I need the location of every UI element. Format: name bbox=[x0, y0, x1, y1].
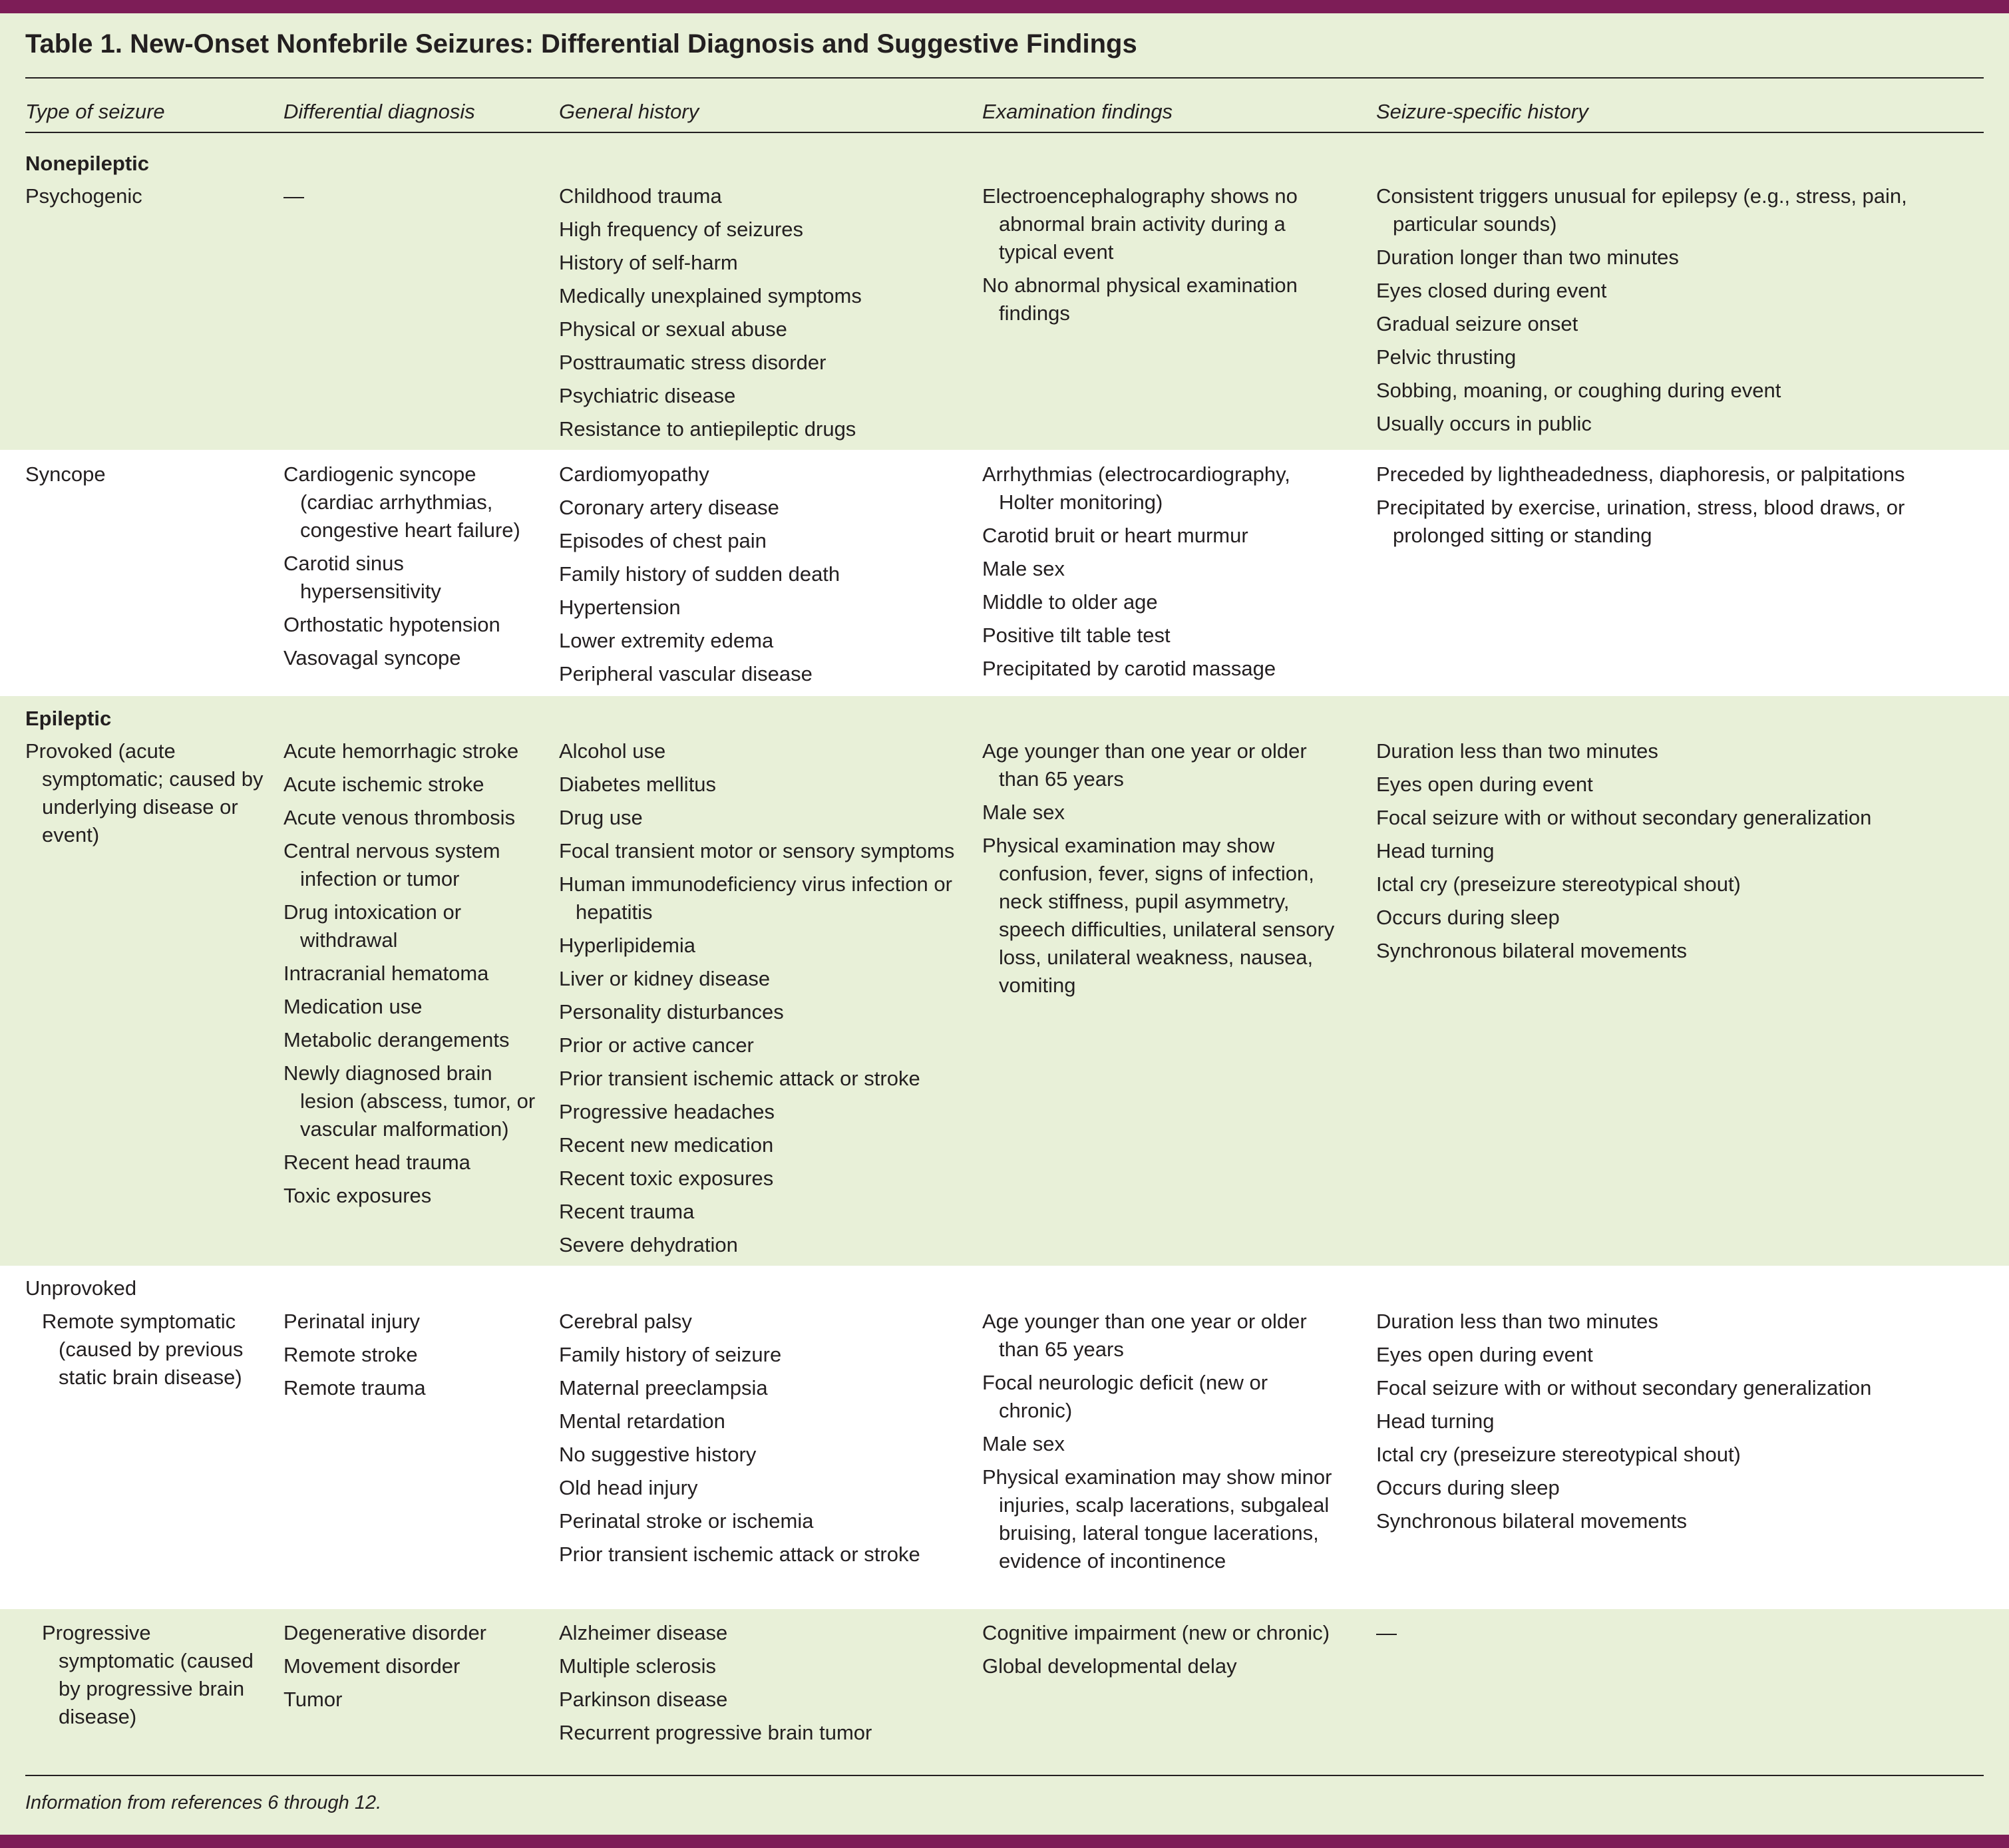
cell-item: Cerebral palsy bbox=[559, 1310, 692, 1333]
cell-item: Severe dehydration bbox=[559, 1233, 738, 1256]
header-examination-findings: Examination findings bbox=[982, 100, 1173, 123]
cell-item: Episodes of chest pain bbox=[559, 529, 767, 552]
cell-item: Medically unexplained symptoms bbox=[559, 284, 862, 307]
cell-item: Perinatal stroke or ischemia bbox=[559, 1509, 814, 1533]
cell-item: Remote trauma bbox=[283, 1376, 426, 1399]
cell-item: Eyes closed during event bbox=[1376, 279, 1607, 302]
cell-item: Physical examination may show minor injuries, scalp lacerations, subgaleal bruising, lateral tongue lacerations, evidence of incontinence bbox=[982, 1465, 1332, 1572]
cell-list bbox=[283, 1308, 536, 1402]
cell-item: Synchronous bilateral movements bbox=[1376, 1509, 1687, 1533]
cell-item: Positive tilt table test bbox=[982, 624, 1171, 647]
cell-item: Acute ischemic stroke bbox=[283, 773, 484, 796]
cell-list bbox=[982, 461, 1342, 683]
cell-list bbox=[283, 461, 536, 672]
cell-list bbox=[1376, 1619, 1975, 1647]
cell-list bbox=[559, 182, 958, 443]
cell-item: Childhood trauma bbox=[559, 184, 722, 208]
cell-item: Alcohol use bbox=[559, 739, 666, 763]
cell-list bbox=[559, 737, 958, 1259]
header-general-history: General history bbox=[559, 100, 699, 123]
footer-rule bbox=[25, 1775, 1984, 1776]
cell-item: Sobbing, moaning, or coughing during event bbox=[1376, 379, 1781, 402]
cell-item: Head turning bbox=[1376, 839, 1495, 862]
row-type-syncope: Syncope bbox=[25, 462, 106, 486]
cell-item: Human immunodeficiency virus infection or hepatitis bbox=[559, 872, 952, 924]
cell-item: Age younger than one year or older than 65 years bbox=[982, 739, 1307, 791]
header-type-of-seizure: Type of seizure bbox=[25, 100, 165, 123]
cell-item: Multiple sclerosis bbox=[559, 1654, 717, 1678]
cell-list bbox=[1376, 461, 1975, 550]
cell-item: Family history of sudden death bbox=[559, 562, 840, 586]
cell-item: Diabetes mellitus bbox=[559, 773, 717, 796]
cell-list bbox=[559, 461, 958, 688]
table-title: Table 1. New-Onset Nonfebrile Seizures: Differential Diagnosis and Suggestive Findings bbox=[25, 29, 1137, 59]
cell-item: Precipitated by exercise, urination, stress, blood draws, or prolonged sitting or standing bbox=[1376, 496, 1905, 547]
cell-item: Personality disturbances bbox=[559, 1000, 784, 1023]
cell-list bbox=[1376, 182, 1975, 438]
cell-item: Focal transient motor or sensory symptoms bbox=[559, 839, 955, 862]
cell-item: Duration longer than two minutes bbox=[1376, 246, 1679, 269]
cell-item: No abnormal physical examination findings bbox=[982, 274, 1298, 325]
row-type-remote-symptomatic: Remote symptomatic (caused by previous static brain disease) bbox=[42, 1310, 244, 1389]
cell-item: Parkinson disease bbox=[559, 1688, 728, 1711]
cell-item: Drug use bbox=[559, 806, 643, 829]
cell-item: Hyperlipidemia bbox=[559, 934, 696, 957]
cell-item: Progressive headaches bbox=[559, 1100, 775, 1123]
cell-item: — bbox=[283, 184, 304, 208]
cell-item: Drug intoxication or withdrawal bbox=[283, 900, 462, 952]
cell-item: Toxic exposures bbox=[283, 1184, 432, 1207]
cell-item: Acute venous thrombosis bbox=[283, 806, 516, 829]
cell-item: Degenerative disorder bbox=[283, 1621, 487, 1644]
cell-item: Cardiogenic syncope (cardiac arrhythmias, congestive heart failure) bbox=[283, 462, 520, 542]
cell-list bbox=[1376, 1308, 1975, 1535]
cell-item: Acute hemorrhagic stroke bbox=[283, 739, 519, 763]
cell-item: Synchronous bilateral movements bbox=[1376, 939, 1687, 962]
cell-list bbox=[982, 737, 1342, 1000]
group-label-epileptic: Epileptic bbox=[25, 707, 112, 730]
cell-item: Middle to older age bbox=[982, 590, 1158, 614]
cell-item: Recent trauma bbox=[559, 1200, 695, 1223]
cell-item: Hypertension bbox=[559, 596, 681, 619]
cell-item: Peripheral vascular disease bbox=[559, 662, 813, 685]
cell-item: Head turning bbox=[1376, 1409, 1495, 1433]
cell-list bbox=[559, 1308, 958, 1569]
cell-item: Male sex bbox=[982, 1432, 1065, 1455]
cell-item: Pelvic thrusting bbox=[1376, 345, 1517, 369]
cell-item: Perinatal injury bbox=[283, 1310, 421, 1333]
cell-list bbox=[982, 1619, 1342, 1680]
cell-item: Male sex bbox=[982, 557, 1065, 580]
cell-item: Male sex bbox=[982, 801, 1065, 824]
cell-item: Age younger than one year or older than 65 years bbox=[982, 1310, 1307, 1361]
cell-item: Physical examination may show confusion, fever, signs of infection, neck stiffness, pupil asymmetry, speech difficulties, unilateral sensory loss, unilateral weakness, nausea, vomiting bbox=[982, 834, 1335, 997]
group-label-unprovoked: Unprovoked bbox=[25, 1276, 137, 1300]
cell-item: Psychiatric disease bbox=[559, 384, 736, 407]
cell-item: Arrhythmias (electrocardiography, Holter monitoring) bbox=[982, 462, 1290, 514]
header-rule bbox=[25, 132, 1984, 133]
cell-list bbox=[283, 1619, 536, 1714]
cell-item: Orthostatic hypotension bbox=[283, 613, 500, 636]
cell-item: Medication use bbox=[283, 995, 423, 1018]
row-type-provoked: Provoked (acute symptomatic; caused by underlying disease or event) bbox=[25, 739, 264, 846]
cell-item: Occurs during sleep bbox=[1376, 906, 1560, 929]
cell-item: Duration less than two minutes bbox=[1376, 1310, 1658, 1333]
cell-item: Intracranial hematoma bbox=[283, 962, 489, 985]
cell-item: Physical or sexual abuse bbox=[559, 317, 787, 341]
cell-item: Focal seizure with or without secondary generalization bbox=[1376, 1376, 1872, 1399]
cell-item: Focal seizure with or without secondary generalization bbox=[1376, 806, 1872, 829]
cell-list bbox=[559, 1619, 958, 1747]
cell-item: Eyes open during event bbox=[1376, 1343, 1593, 1366]
cell-item: Prior transient ischemic attack or stroke bbox=[559, 1543, 920, 1566]
cell-item: Mental retardation bbox=[559, 1409, 725, 1433]
cell-item: Recurrent progressive brain tumor bbox=[559, 1721, 872, 1744]
title-rule bbox=[25, 77, 1984, 79]
cell-item: Occurs during sleep bbox=[1376, 1476, 1560, 1499]
cell-item: No suggestive history bbox=[559, 1443, 757, 1466]
top-accent-bar bbox=[0, 0, 2009, 13]
cell-list bbox=[283, 737, 536, 1210]
group-label-nonepileptic: Nonepileptic bbox=[25, 152, 150, 175]
cell-item: Tumor bbox=[283, 1688, 343, 1711]
cell-item: Lower extremity edema bbox=[559, 629, 774, 652]
cell-item: Cognitive impairment (new or chronic) bbox=[982, 1621, 1330, 1644]
cell-item: Metabolic derangements bbox=[283, 1028, 510, 1051]
cell-list bbox=[1376, 737, 1975, 965]
cell-item: Alzheimer disease bbox=[559, 1621, 728, 1644]
cell-item: Global developmental delay bbox=[982, 1654, 1237, 1678]
cell-item: History of self-harm bbox=[559, 251, 738, 274]
cell-item: Carotid bruit or heart murmur bbox=[982, 524, 1248, 547]
bottom-accent-bar bbox=[0, 1835, 2009, 1848]
cell-item: Liver or kidney disease bbox=[559, 967, 771, 990]
cell-item: Remote stroke bbox=[283, 1343, 418, 1366]
cell-item: Ictal cry (preseizure stereotypical shout) bbox=[1376, 872, 1741, 896]
cell-item: Coronary artery disease bbox=[559, 496, 779, 519]
cell-item: Gradual seizure onset bbox=[1376, 312, 1578, 335]
cell-item: Resistance to antiepileptic drugs bbox=[559, 417, 856, 441]
header-differential-diagnosis: Differential diagnosis bbox=[283, 100, 475, 123]
cell-item: Usually occurs in public bbox=[1376, 412, 1592, 435]
table-footnote: Information from references 6 through 12. bbox=[25, 1792, 382, 1813]
cell-item: Ictal cry (preseizure stereotypical shout) bbox=[1376, 1443, 1741, 1466]
row-type-progressive-symptomatic: Progressive symptomatic (caused by progressive brain disease) bbox=[42, 1621, 254, 1728]
cell-item: Recent head trauma bbox=[283, 1151, 470, 1174]
cell-item: Maternal preeclampsia bbox=[559, 1376, 768, 1399]
cell-item: Prior or active cancer bbox=[559, 1033, 754, 1057]
cell-item: Old head injury bbox=[559, 1476, 698, 1499]
cell-item: Movement disorder bbox=[283, 1654, 460, 1678]
cell-item: Electroencephalography shows no abnormal brain activity during a typical event bbox=[982, 184, 1298, 264]
cell-item: Family history of seizure bbox=[559, 1343, 782, 1366]
cell-item: Recent new medication bbox=[559, 1133, 774, 1157]
cell-item: High frequency of seizures bbox=[559, 218, 804, 241]
cell-list bbox=[283, 182, 536, 210]
cell-item: Recent toxic exposures bbox=[559, 1167, 774, 1190]
header-seizure-specific-history: Seizure-specific history bbox=[1376, 100, 1588, 123]
cell-item: Vasovagal syncope bbox=[283, 646, 461, 669]
cell-item: Precipitated by carotid massage bbox=[982, 657, 1276, 680]
cell-item: Cardiomyopathy bbox=[559, 462, 709, 486]
cell-list bbox=[982, 1308, 1342, 1575]
row-type-psychogenic: Psychogenic bbox=[25, 184, 142, 208]
cell-item: Duration less than two minutes bbox=[1376, 739, 1658, 763]
cell-item: — bbox=[1376, 1621, 1397, 1644]
cell-item: Posttraumatic stress disorder bbox=[559, 351, 826, 374]
cell-list bbox=[982, 182, 1342, 327]
cell-item: Eyes open during event bbox=[1376, 773, 1593, 796]
cell-item: Newly diagnosed brain lesion (abscess, tumor, or vascular malformation) bbox=[283, 1061, 536, 1141]
cell-item: Prior transient ischemic attack or stroke bbox=[559, 1067, 920, 1090]
cell-item: Consistent triggers unusual for epilepsy (e.g., stress, pain, particular sounds) bbox=[1376, 184, 1907, 236]
cell-item: Central nervous system infection or tumor bbox=[283, 839, 500, 890]
cell-item: Preceded by lightheadedness, diaphoresis, or palpitations bbox=[1376, 462, 1905, 486]
cell-item: Carotid sinus hypersensitivity bbox=[283, 552, 441, 603]
cell-item: Focal neurologic deficit (new or chronic) bbox=[982, 1371, 1268, 1422]
